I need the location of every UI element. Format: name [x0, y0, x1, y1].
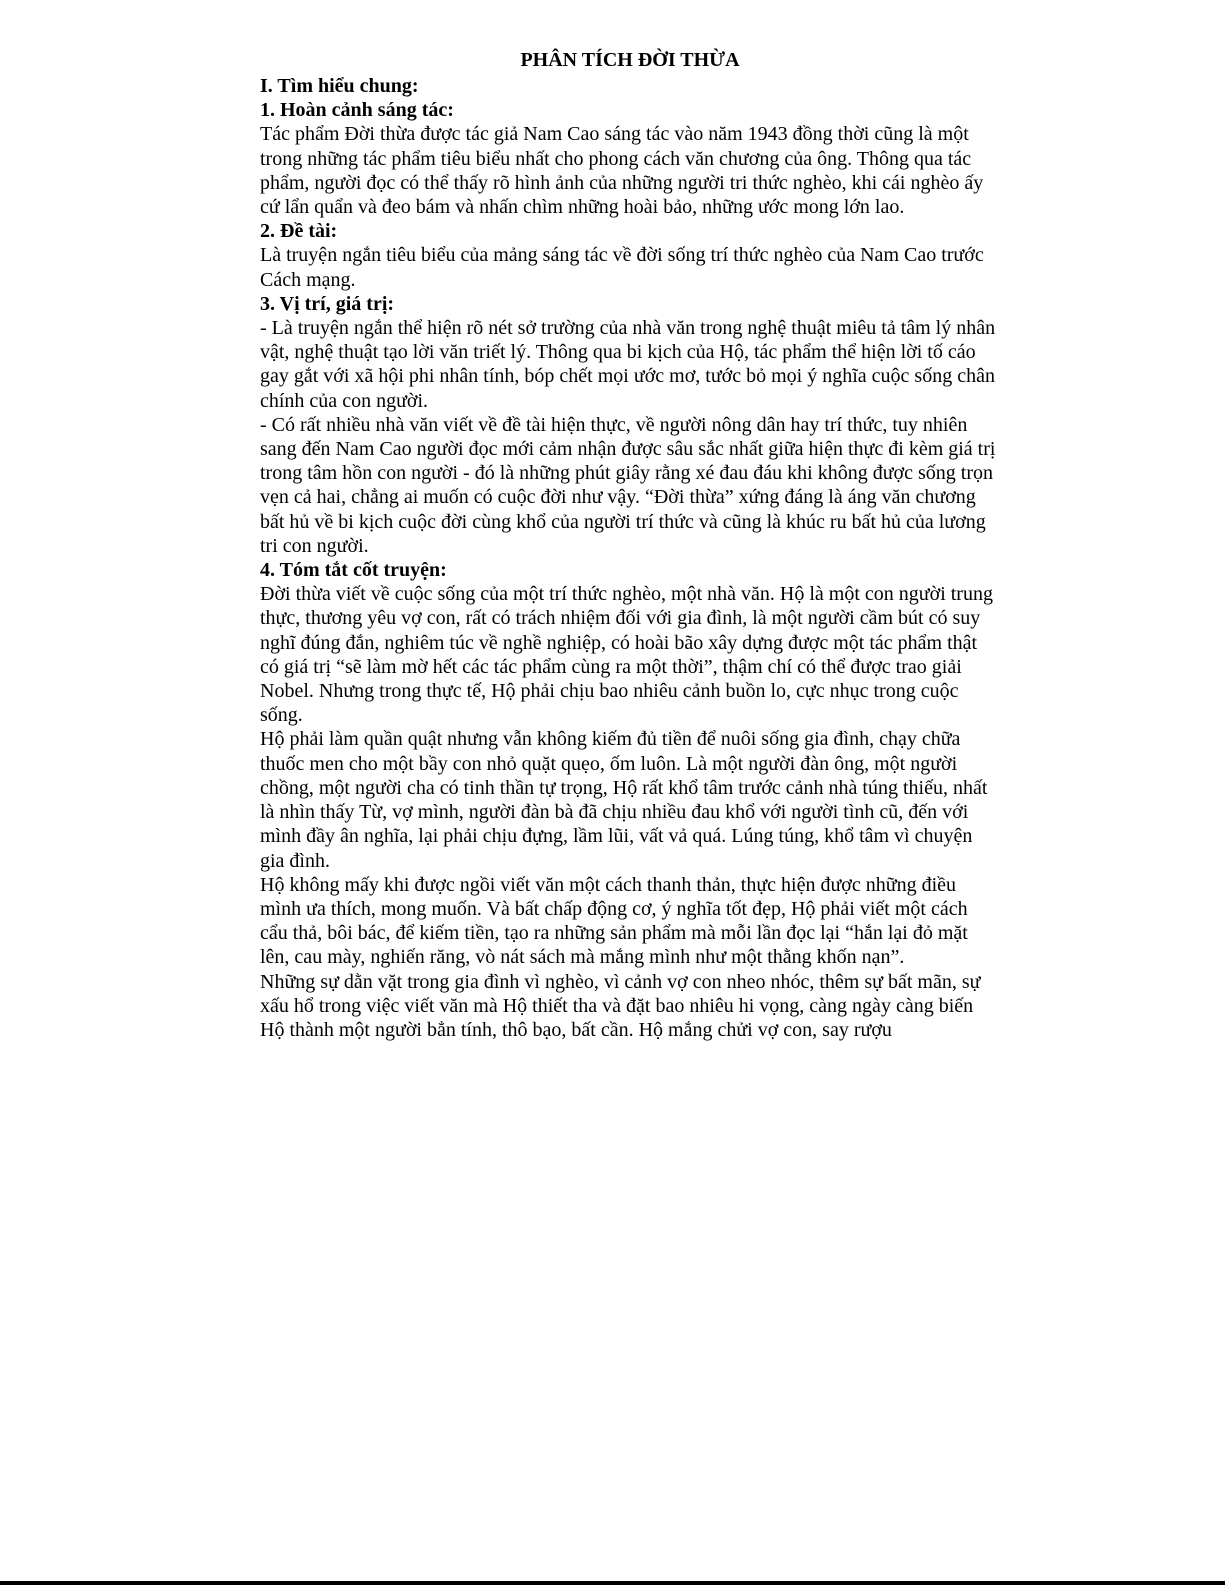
paragraph-plot-summary-3: Hộ không mấy khi được ngồi viết văn một cách thanh thản, thực hiện được những điều mình ưa thích, mong muốn. Và bất chấp động cơ, ý nghĩa tốt đẹp, Hộ phải viết một cách cẩu thả, bôi bác, để kiếm tiền, tạo ra những sản phẩm mà mỗi lần đọc lại “hắn lại đỏ mặt lên, cau mày, nghiến răng, vò nát sách mà mắng mình như một thằng khốn nạn”. [260, 873, 968, 969]
paragraph-topic: Là truyện ngắn tiêu biểu của mảng sáng tác về đời sống trí thức nghèo của Nam Cao trước Cách mạng. [260, 244, 984, 291]
document-title: PHÂN TÍCH ĐỜI THỪA [520, 49, 740, 71]
paragraph-plot-summary-2: Hộ phải làm quần quật nhưng vẫn không kiếm đủ tiền để nuôi sống gia đình, chạy chữa thuốc men cho một bầy con nhỏ quặt quẹo, ốm luôn. Là một người đàn ông, một người chồng, một người cha có tinh thần tự trọng, Hộ rất khổ tâm trước cảnh nhà túng thiếu, nhất là nhìn thấy Từ, vợ mình, người đàn bà đã chịu nhiều đau khổ với người tình cũ, đến với mình đầy ân nghĩa, lại phải chịu đựng, lầm lũi, vất vả quá. Lúng túng, khổ tâm vì chuyện gia đình. [260, 728, 988, 872]
paragraph-position-value-2: - Có rất nhiều nhà văn viết về đề tài hiện thực, về người nông dân hay trí thức, tuy nhiên sang đến Nam Cao người đọc mới cảm nhận được sâu sắc nhất giữa hiện thực đi kèm giá trị trong tâm hồn con người - đó là những phút giây rằng xé đau đáu khi không được sống trọn vẹn cả hai, chẳng ai muốn có cuộc đời như vậy. “Đời thừa” xứng đáng là áng văn chương bất hủ về bi kịch cuộc đời cùng khổ của người trí thức và cũng là khúc ru bất hủ của lương tri con người. [260, 413, 996, 557]
subheading-context: 1. Hoàn cảnh sáng tác: [260, 99, 454, 122]
document-body [260, 48, 1000, 1042]
paragraph-plot-summary-4: Những sự dằn vặt trong gia đình vì nghèo, vì cảnh vợ con nheo nhóc, thêm sự bất mãn, sự xấu hổ trong việc viết văn mà Hộ thiết tha và đặt bao nhiêu hi vọng, càng ngày càng biến Hộ thành một người bẳn tính, thô bạo, bất cần. Hộ mắng chửi vợ con, say rượu [260, 970, 981, 1041]
page-bottom-border [0, 1581, 1225, 1585]
section-heading-general: I. Tìm hiểu chung: [260, 75, 419, 97]
paragraph-context: Tác phẩm Đời thừa được tác giả Nam Cao sáng tác vào năm 1943 đồng thời cũng là một trong những tác phẩm tiêu biểu nhất cho phong cách văn chương của ông. Thông qua tác phẩm, người đọc có thể thấy rõ hình ảnh của những người tri thức nghèo, khi cái nghèo ấy cứ lẩn quẩn và đeo bám và nhấn chìm những hoài bảo, những ước mong lớn lao. [260, 123, 984, 219]
paragraph-position-value-1: - Là truyện ngắn thể hiện rõ nét sở trường của nhà văn trong nghệ thuật miêu tả tâm lý nhân vật, nghệ thuật tạo lời văn triết lý. Thông qua bi kịch của Hộ, tác phẩm thể hiện lời tố cáo gay gắt với xã hội phi nhân tính, bóp chết mọi ước mơ, tước bỏ mọi ý nghĩa cuộc sống chân chính của con người. [260, 317, 996, 412]
paragraph-plot-summary-1: Đời thừa viết về cuộc sống của một trí thức nghèo, một nhà văn. Hộ là một con người trung thực, thương yêu vợ con, rất có trách nhiệm đối với gia đình, là một người cầm bút có suy nghĩ đúng đắn, nghiêm túc về nghề nghiệp, có hoài bão xây dựng được một tác phẩm thật có giá trị “sẽ làm mờ hết các tác phẩm cùng ra một thời”, thậm chí có thể được trao giải Nobel. Nhưng trong thực tế, Hộ phải chịu bao nhiêu cảnh buồn lo, cực nhục trong cuộc sống. [260, 583, 993, 727]
subheading-topic: 2. Đề tài: [260, 220, 338, 243]
subheading-plot-summary: 4. Tóm tắt cốt truyện: [260, 559, 447, 582]
subheading-position-value: 3. Vị trí, giá trị: [260, 292, 395, 315]
